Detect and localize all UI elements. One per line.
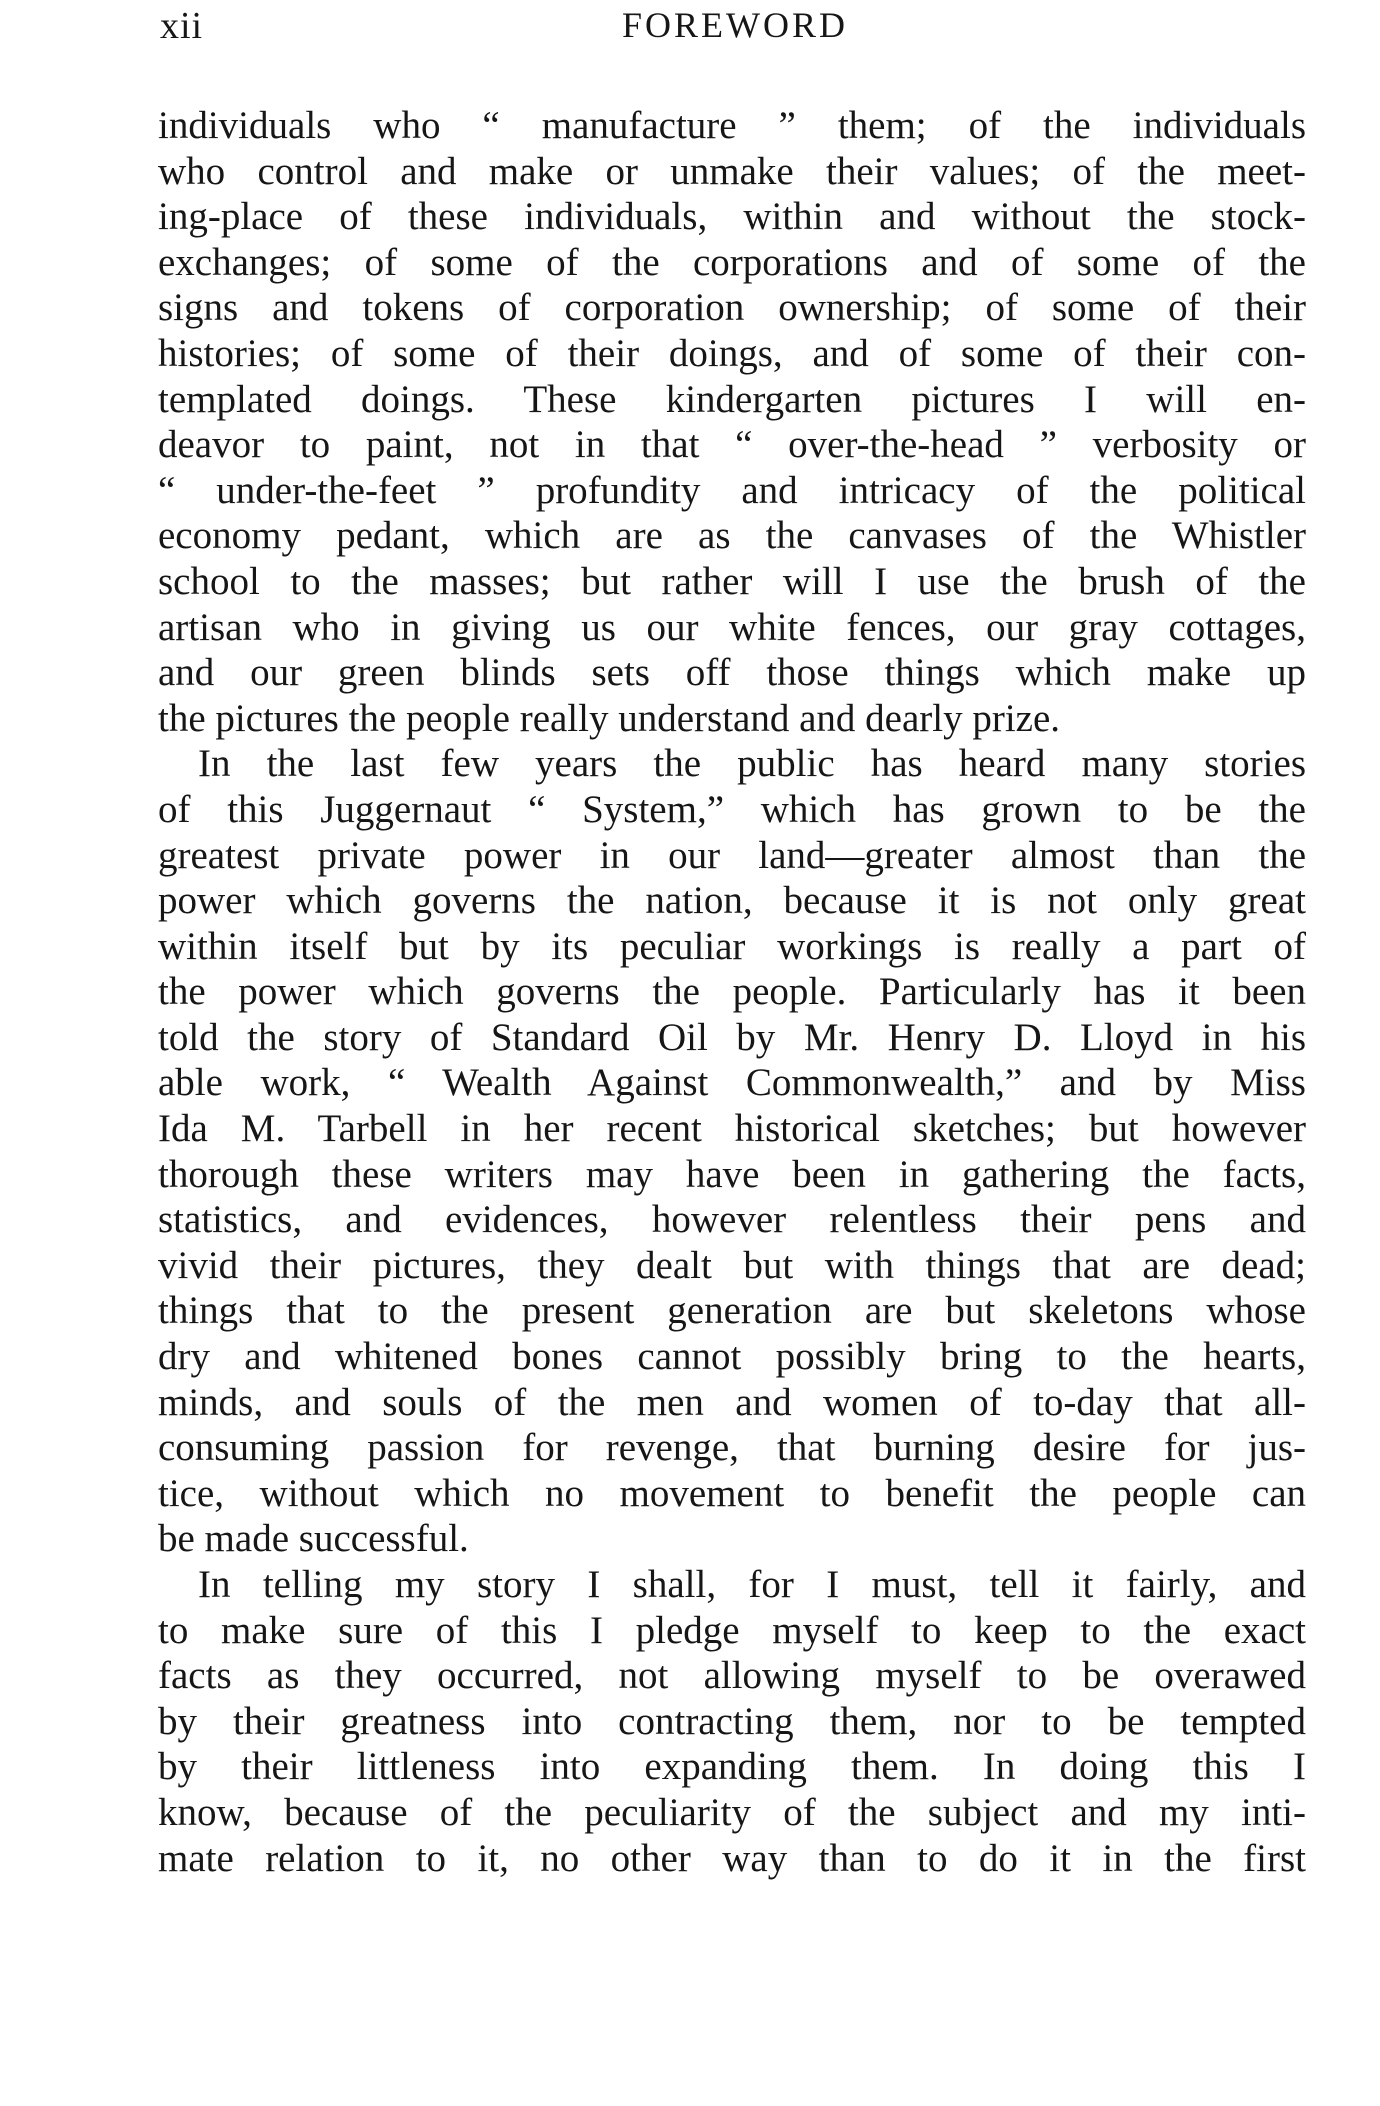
running-title: FOREWORD bbox=[621, 5, 848, 45]
text-line: by their greatness into contracting them, nor to be tempted bbox=[158, 1699, 1306, 1743]
text-line: thorough these writers may have been in gathering the facts, bbox=[158, 1152, 1306, 1196]
text-line: artisan who in giving us our white fences, our gray cottages, bbox=[158, 605, 1306, 649]
text-line: by their littleness into expanding them. In doing this I bbox=[158, 1745, 1306, 1789]
text-line: ing-place of these individuals, within and without the stock- bbox=[158, 195, 1306, 239]
text-line: school to the masses; but rather will I use the brush of the bbox=[158, 559, 1306, 603]
page-number: xii bbox=[160, 5, 204, 47]
text-line: know, because of the peculiarity of the subject and my inti- bbox=[158, 1790, 1306, 1834]
text-line: told the story of Standard Oil by Mr. Henry D. Lloyd in his bbox=[158, 1015, 1306, 1059]
text-line: deavor to paint, not in that “ over-the-head ” verbosity or bbox=[158, 423, 1306, 467]
text-line: exchanges; of some of the corporations and of some of the bbox=[158, 240, 1306, 284]
text-line: vivid their pictures, they dealt but with things that are dead; bbox=[158, 1243, 1306, 1287]
text-line: who control and make or unmake their values; of the meet- bbox=[158, 149, 1306, 193]
text-line: “ under-the-feet ” profundity and intricacy of the political bbox=[158, 468, 1306, 512]
text-line: the power which governs the people. Particularly has it been bbox=[158, 970, 1306, 1014]
text-line: Ida M. Tarbell in her recent historical sketches; but however bbox=[158, 1107, 1306, 1151]
text-line: the pictures the people really understand and dearly prize. bbox=[158, 696, 1061, 740]
text-line: power which governs the nation, because it is not only great bbox=[158, 879, 1306, 923]
text-line: individuals who “ manufacture ” them; of the individuals bbox=[158, 104, 1306, 147]
text-line: dry and whitened bones cannot possibly bring to the hearts, bbox=[158, 1335, 1306, 1379]
text-line: In telling my story I shall, for I must, tell it fairly, and bbox=[198, 1563, 1306, 1606]
text-line: consuming passion for revenge, that burning desire for jus- bbox=[158, 1426, 1306, 1470]
text-line: to make sure of this I pledge myself to keep to the exact bbox=[158, 1608, 1306, 1652]
text-line: tice, without which no movement to benefit the people can bbox=[158, 1471, 1306, 1515]
text-line: of this Juggernaut “ System,” which has grown to be the bbox=[158, 787, 1306, 831]
text-line: facts as they occurred, not allowing myself to be overawed bbox=[158, 1654, 1306, 1698]
text-line: minds, and souls of the men and women of to-day that all- bbox=[158, 1380, 1306, 1424]
text-line: be made successful. bbox=[158, 1517, 469, 1561]
text-line: In the last few years the public has heard many stories bbox=[198, 742, 1306, 786]
text-line: and our green blinds sets off those things which make up bbox=[158, 651, 1306, 695]
text-line: signs and tokens of corporation ownership; of some of their bbox=[158, 286, 1306, 330]
text-line: mate relation to it, no other way than to do it in the first bbox=[158, 1836, 1306, 1880]
text-line: things that to the present generation are but skeletons whose bbox=[158, 1289, 1306, 1333]
text-line: able work, “ Wealth Against Commonwealth,” and by Miss bbox=[158, 1061, 1306, 1105]
running-head bbox=[160, 4, 1310, 60]
text-line: greatest private power in our land—greater almost than the bbox=[158, 833, 1306, 877]
text-line: templated doings. These kindergarten pictures I will en- bbox=[158, 377, 1306, 421]
text-line: economy pedant, which are as the canvases of the Whistler bbox=[158, 514, 1306, 558]
text-line: statistics, and evidences, however relentless their pens and bbox=[158, 1198, 1306, 1242]
body-text bbox=[158, 103, 1306, 1881]
text-line: within itself but by its peculiar workings is really a part of bbox=[158, 924, 1306, 968]
text-line: histories; of some of their doings, and of some of their con- bbox=[158, 331, 1306, 375]
